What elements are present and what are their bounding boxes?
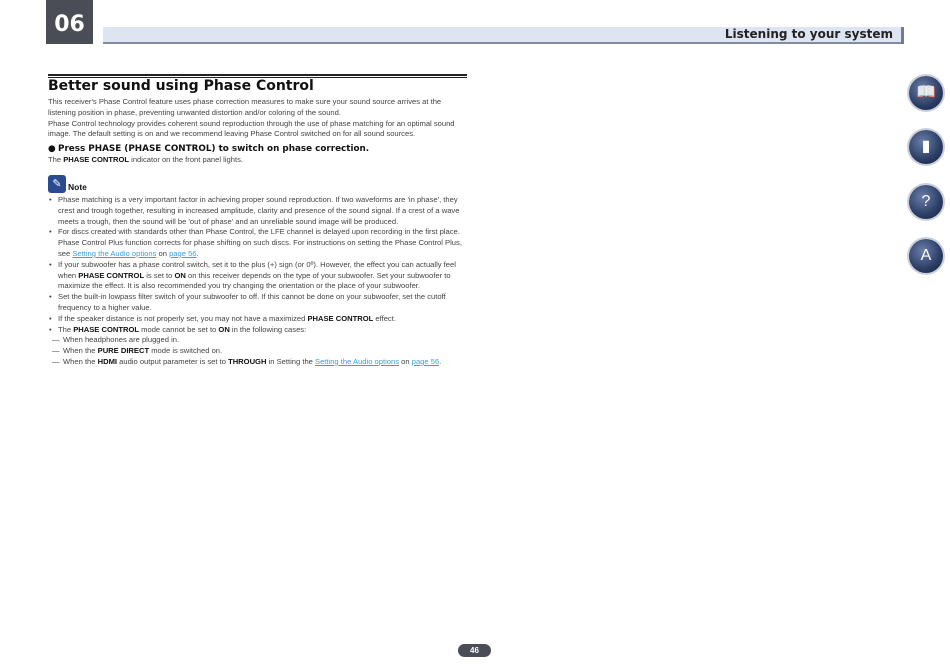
note-subitem-text: on (399, 356, 412, 366)
section-rule (48, 74, 467, 76)
page-number: 46 (458, 644, 491, 657)
intro-paragraph-1: This receiver's Phase Control feature uses phase correction measures to make sure your sound source arrives at the listening position in phase, preventing unwanted distortion and/or coloring of the sound. (48, 97, 442, 117)
note-item-bold: PHASE CONTROL (307, 313, 374, 323)
note-subitem-bold: PURE DIRECT (97, 346, 150, 356)
note-item (48, 260, 468, 292)
note-item-bold: ON (218, 324, 230, 334)
step-text: Press PHASE (PHASE CONTROL) to switch on phase correction. (58, 144, 370, 155)
note-label: Note (68, 181, 87, 192)
note-item-text: If the speaker distance is not properly set, you may not have a maximized (58, 313, 308, 323)
note-subitem-text: When headphones are plugged in. (63, 335, 180, 345)
step-bullet-icon: ● (48, 144, 56, 155)
header-bar (103, 27, 903, 44)
note-subitem (48, 357, 468, 368)
note-subitem-text: When the (63, 356, 98, 366)
note-subitem-text: audio output parameter is set to (117, 356, 229, 366)
note-subitem (48, 335, 468, 346)
page-link[interactable]: page 56 (169, 248, 197, 258)
note-item (48, 195, 468, 227)
note-item-text: The (58, 324, 74, 334)
note-subitem-text: mode is switched on. (149, 346, 223, 356)
note-subitem-text: When the (63, 346, 98, 356)
step-result-bold: PHASE CONTROL (63, 155, 130, 165)
step-result (48, 155, 468, 166)
section-title: Better sound using Phase Control (48, 78, 314, 94)
remote-icon[interactable]: ▮ (909, 130, 943, 164)
note-item-bold: ON (174, 270, 186, 280)
tools-help-icon[interactable]: ? (909, 185, 943, 219)
appendix-icon[interactable]: A (909, 239, 943, 273)
note-item-text: on this receiver depends on the type of your subwoofer. Set your subwoofer to maximize the effect. It is also recommended you try changing the orientation or the place of your subwoofer. (58, 270, 451, 291)
header-bar-end (901, 27, 904, 44)
pencil-note-icon: ✎ (48, 175, 66, 193)
page-header-title: Listening to your system (724, 27, 893, 41)
note-item-text: is set to (144, 270, 175, 280)
note-item-text: on (156, 248, 170, 258)
step-result-pre: The (48, 155, 64, 165)
note-item-text: Phase matching is a very important factor in achieving proper sound reproduction. If two waveforms are 'in phase', they crest and trough together, resulting in increased amplitude, clarity and presence of the sound signal. If a crest of a wave meets a trough, then the sound will be 'out of phase' and an unreliable sound image will be produced. (58, 194, 460, 226)
note-item (48, 227, 468, 259)
intro-paragraph-2: Phase Control technology provides coherent sound reproduction through the use of phase matching for an optimal sound image. The default setting is on and we recommend leaving Phase Control switched on for all sound sources. (48, 118, 455, 139)
note-subitem-bold: HDMI (97, 356, 118, 366)
note-list (48, 195, 468, 368)
note-item (48, 292, 468, 314)
note-subitem-text: . (439, 356, 442, 366)
section-body (48, 97, 468, 368)
note-item (48, 325, 468, 336)
chapter-number-box (46, 0, 93, 44)
chapter-number: 06 (54, 12, 85, 37)
note-item-text: in the following cases: (229, 324, 307, 334)
note-item-text: If your subwoofer has a phase control switch, set it to the plus (+) sign (or 0º). However, the effect you can actually feel when (58, 259, 456, 280)
instruction-step (48, 143, 468, 155)
book-icon[interactable]: 📖 (909, 76, 943, 110)
note-item-text: Set the built-in lowpass filter switch of your subwoofer to off. If this cannot be done on your subwoofer, set the cutoff frequency to a higher value. (58, 292, 446, 312)
note-subitem (48, 346, 468, 357)
note-subitem-bold: THROUGH (228, 356, 267, 366)
note-item-text: mode cannot be set to (139, 324, 219, 334)
note-item (48, 314, 468, 325)
note-item-text: effect. (373, 313, 396, 323)
audio-options-link[interactable]: Setting the Audio options (315, 356, 400, 366)
note-item-bold: PHASE CONTROL (73, 324, 140, 334)
note-item-bold: PHASE CONTROL (78, 270, 145, 280)
page-link[interactable]: page 56 (411, 356, 440, 366)
audio-options-link[interactable]: Setting the Audio options (72, 248, 157, 258)
step-result-post: indicator on the front panel lights. (129, 155, 244, 165)
note-item-text: . (196, 248, 199, 258)
note-subitem-text: in Setting the (266, 356, 316, 366)
note-item-text: For discs created with standards other than Phase Control, the LFE channel is delayed upon recording in the first place. Phase Control Plus function corrects for phase shifting on such discs. For instructions on setting the Phase Control Plus, see (58, 227, 462, 258)
note-header (48, 175, 468, 195)
